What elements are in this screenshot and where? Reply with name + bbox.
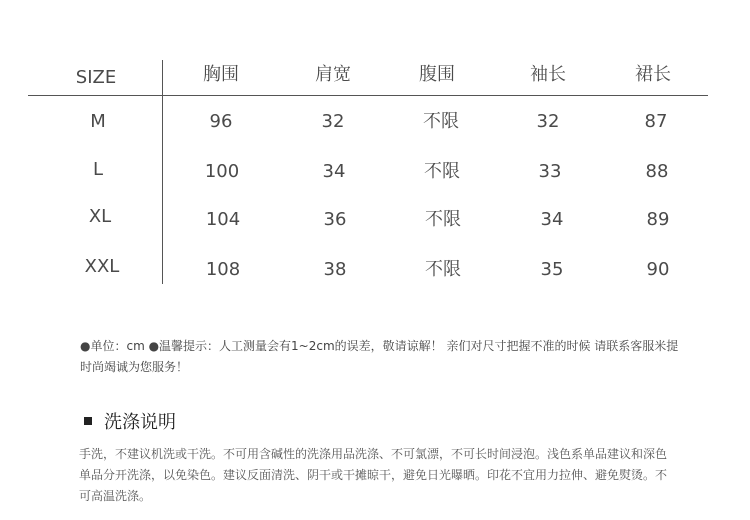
wash-title-text: 洗涤说明 — [104, 412, 176, 433]
header-sleeve: 袖长 — [530, 64, 566, 85]
row-m-chest: 96 — [209, 111, 233, 132]
square-bullet-icon — [84, 417, 92, 425]
row-l-chest: 100 — [204, 161, 240, 182]
row-xl-waist: 不限 — [425, 209, 461, 230]
row-l-size: L — [92, 159, 104, 180]
row-m-size: M — [90, 111, 106, 132]
wash-section-heading — [84, 412, 176, 434]
row-m-sleeve: 32 — [536, 111, 560, 132]
row-xxl-sleeve: 35 — [540, 259, 564, 280]
size-table — [28, 58, 708, 288]
row-l-waist: 不限 — [424, 161, 460, 182]
header-divider — [28, 95, 708, 96]
row-m-skirt: 87 — [644, 111, 668, 132]
row-xl-size: XL — [88, 206, 112, 227]
row-xxl-skirt: 90 — [646, 259, 670, 280]
header-shoulder: 肩宽 — [315, 64, 351, 85]
size-column-divider — [162, 60, 163, 284]
header-size: SIZE — [75, 67, 117, 88]
row-xl-skirt: 89 — [646, 209, 670, 230]
header-waist: 腹围 — [419, 64, 455, 85]
row-xxl-chest: 108 — [205, 259, 241, 280]
wash-instructions: 手洗，不建议机洗或干洗。不可用含碱性的洗涤用品洗涤、不可氯漂，不可长时间浸泡。浅色系单品建议和深色单品分开洗涤，以免染色。建议反面清洗、阴干或干摊晾干，避免日光曝晒。印花不宜用力拉伸、避免熨烫。不可高温洗涤。 — [79, 447, 668, 503]
row-m-shoulder: 32 — [321, 111, 345, 132]
row-l-sleeve: 33 — [538, 161, 562, 182]
measurement-note: ●单位：cm ●温馨提示：人工测量会有1~2cm的误差，敬请谅解！ 亲们对尺寸把握不准的时候 请联系客服米提时尚竭诚为您服务！ — [80, 339, 679, 374]
row-xxl-size: XXL — [84, 256, 120, 277]
row-xl-chest: 104 — [205, 209, 241, 230]
header-chest: 胸围 — [203, 64, 239, 85]
row-l-skirt: 88 — [645, 161, 669, 182]
row-m-waist: 不限 — [423, 111, 459, 132]
header-skirt: 裙长 — [635, 64, 671, 85]
row-l-shoulder: 34 — [322, 161, 346, 182]
row-xxl-shoulder: 38 — [323, 259, 347, 280]
row-xl-sleeve: 34 — [540, 209, 564, 230]
row-xl-shoulder: 36 — [323, 209, 347, 230]
row-xxl-waist: 不限 — [425, 259, 461, 280]
